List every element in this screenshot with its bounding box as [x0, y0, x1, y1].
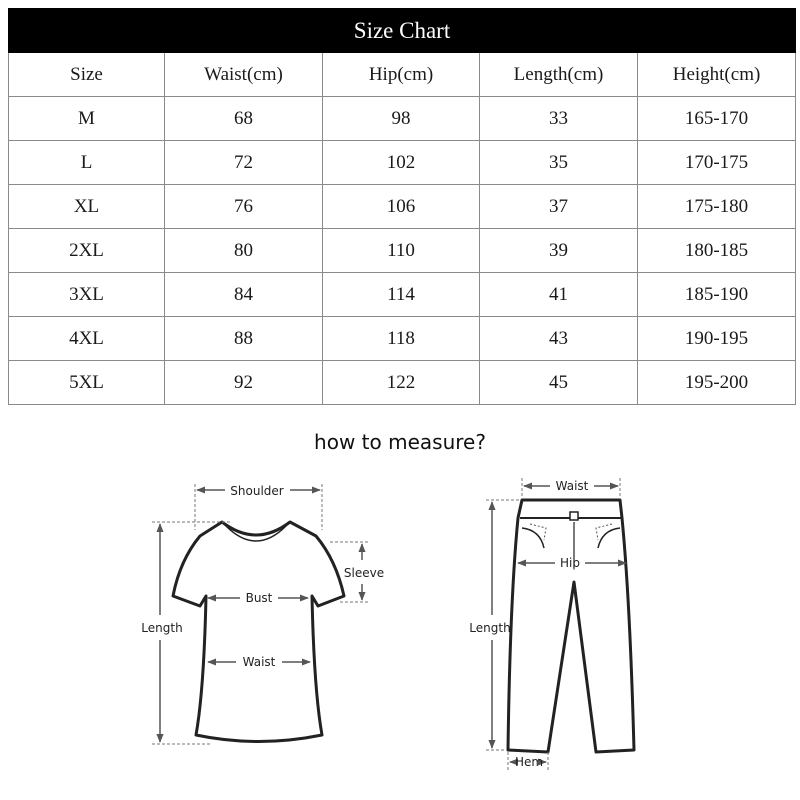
cell-hip: 118 [323, 317, 480, 361]
cell-hip: 106 [323, 185, 480, 229]
cell-length: 43 [480, 317, 638, 361]
pants-outline [508, 500, 634, 752]
cell-height: 170-175 [638, 141, 796, 185]
shoulder-dimension [195, 484, 322, 530]
cell-size: 5XL [9, 361, 165, 405]
cell-size: 4XL [9, 317, 165, 361]
cell-hip: 98 [323, 97, 480, 141]
header-length: Length(cm) [480, 53, 638, 97]
cell-size: L [9, 141, 165, 185]
table-row [9, 317, 796, 361]
cell-length: 33 [480, 97, 638, 141]
pants-diagram [400, 470, 800, 790]
size-chart-table [8, 8, 796, 405]
table-row [9, 361, 796, 405]
cell-waist: 80 [165, 229, 323, 273]
cell-height: 195-200 [638, 361, 796, 405]
header-height: Height(cm) [638, 53, 796, 97]
sleeve-label: Sleeve [343, 566, 385, 580]
table-row [9, 185, 796, 229]
cell-size: 2XL [9, 229, 165, 273]
cell-height: 165-170 [638, 97, 796, 141]
cell-size: 3XL [9, 273, 165, 317]
cell-waist: 92 [165, 361, 323, 405]
table-row [9, 229, 796, 273]
shirt-outline [173, 522, 344, 742]
cell-length: 35 [480, 141, 638, 185]
table-row [9, 97, 796, 141]
cell-waist: 88 [165, 317, 323, 361]
table-header-row [9, 53, 796, 97]
cell-waist: 76 [165, 185, 323, 229]
table-title-row [9, 9, 796, 53]
header-waist: Waist(cm) [165, 53, 323, 97]
cell-waist: 84 [165, 273, 323, 317]
cell-height: 185-190 [638, 273, 796, 317]
cell-size: XL [9, 185, 165, 229]
pants-length-label: Length [469, 621, 511, 635]
how-to-measure-heading: how to measure? [314, 430, 486, 454]
cell-height: 175-180 [638, 185, 796, 229]
cell-length: 45 [480, 361, 638, 405]
shirt-diagram [0, 470, 400, 790]
cell-waist: 72 [165, 141, 323, 185]
cell-length: 37 [480, 185, 638, 229]
button-icon [570, 512, 578, 520]
bust-label: Bust [245, 591, 273, 605]
cell-size: M [9, 97, 165, 141]
shirt-length-label: Length [141, 621, 183, 635]
table-row [9, 273, 796, 317]
table-title: Size Chart [9, 9, 796, 53]
cell-length: 39 [480, 229, 638, 273]
cell-hip: 122 [323, 361, 480, 405]
table-row [9, 141, 796, 185]
hem-label: Hem [514, 755, 544, 769]
cell-length: 41 [480, 273, 638, 317]
cell-waist: 68 [165, 97, 323, 141]
cell-height: 190-195 [638, 317, 796, 361]
pants-waist-dimension [522, 478, 620, 498]
hem-dimension [508, 752, 548, 770]
shoulder-label: Shoulder [230, 484, 284, 498]
cell-hip: 102 [323, 141, 480, 185]
cell-height: 180-185 [638, 229, 796, 273]
cell-hip: 114 [323, 273, 480, 317]
pants-waist-label: Waist [555, 479, 589, 493]
hip-label: Hip [560, 556, 580, 570]
header-size: Size [9, 53, 165, 97]
shirt-waist-label: Waist [242, 655, 276, 669]
cell-hip: 110 [323, 229, 480, 273]
header-hip: Hip(cm) [323, 53, 480, 97]
